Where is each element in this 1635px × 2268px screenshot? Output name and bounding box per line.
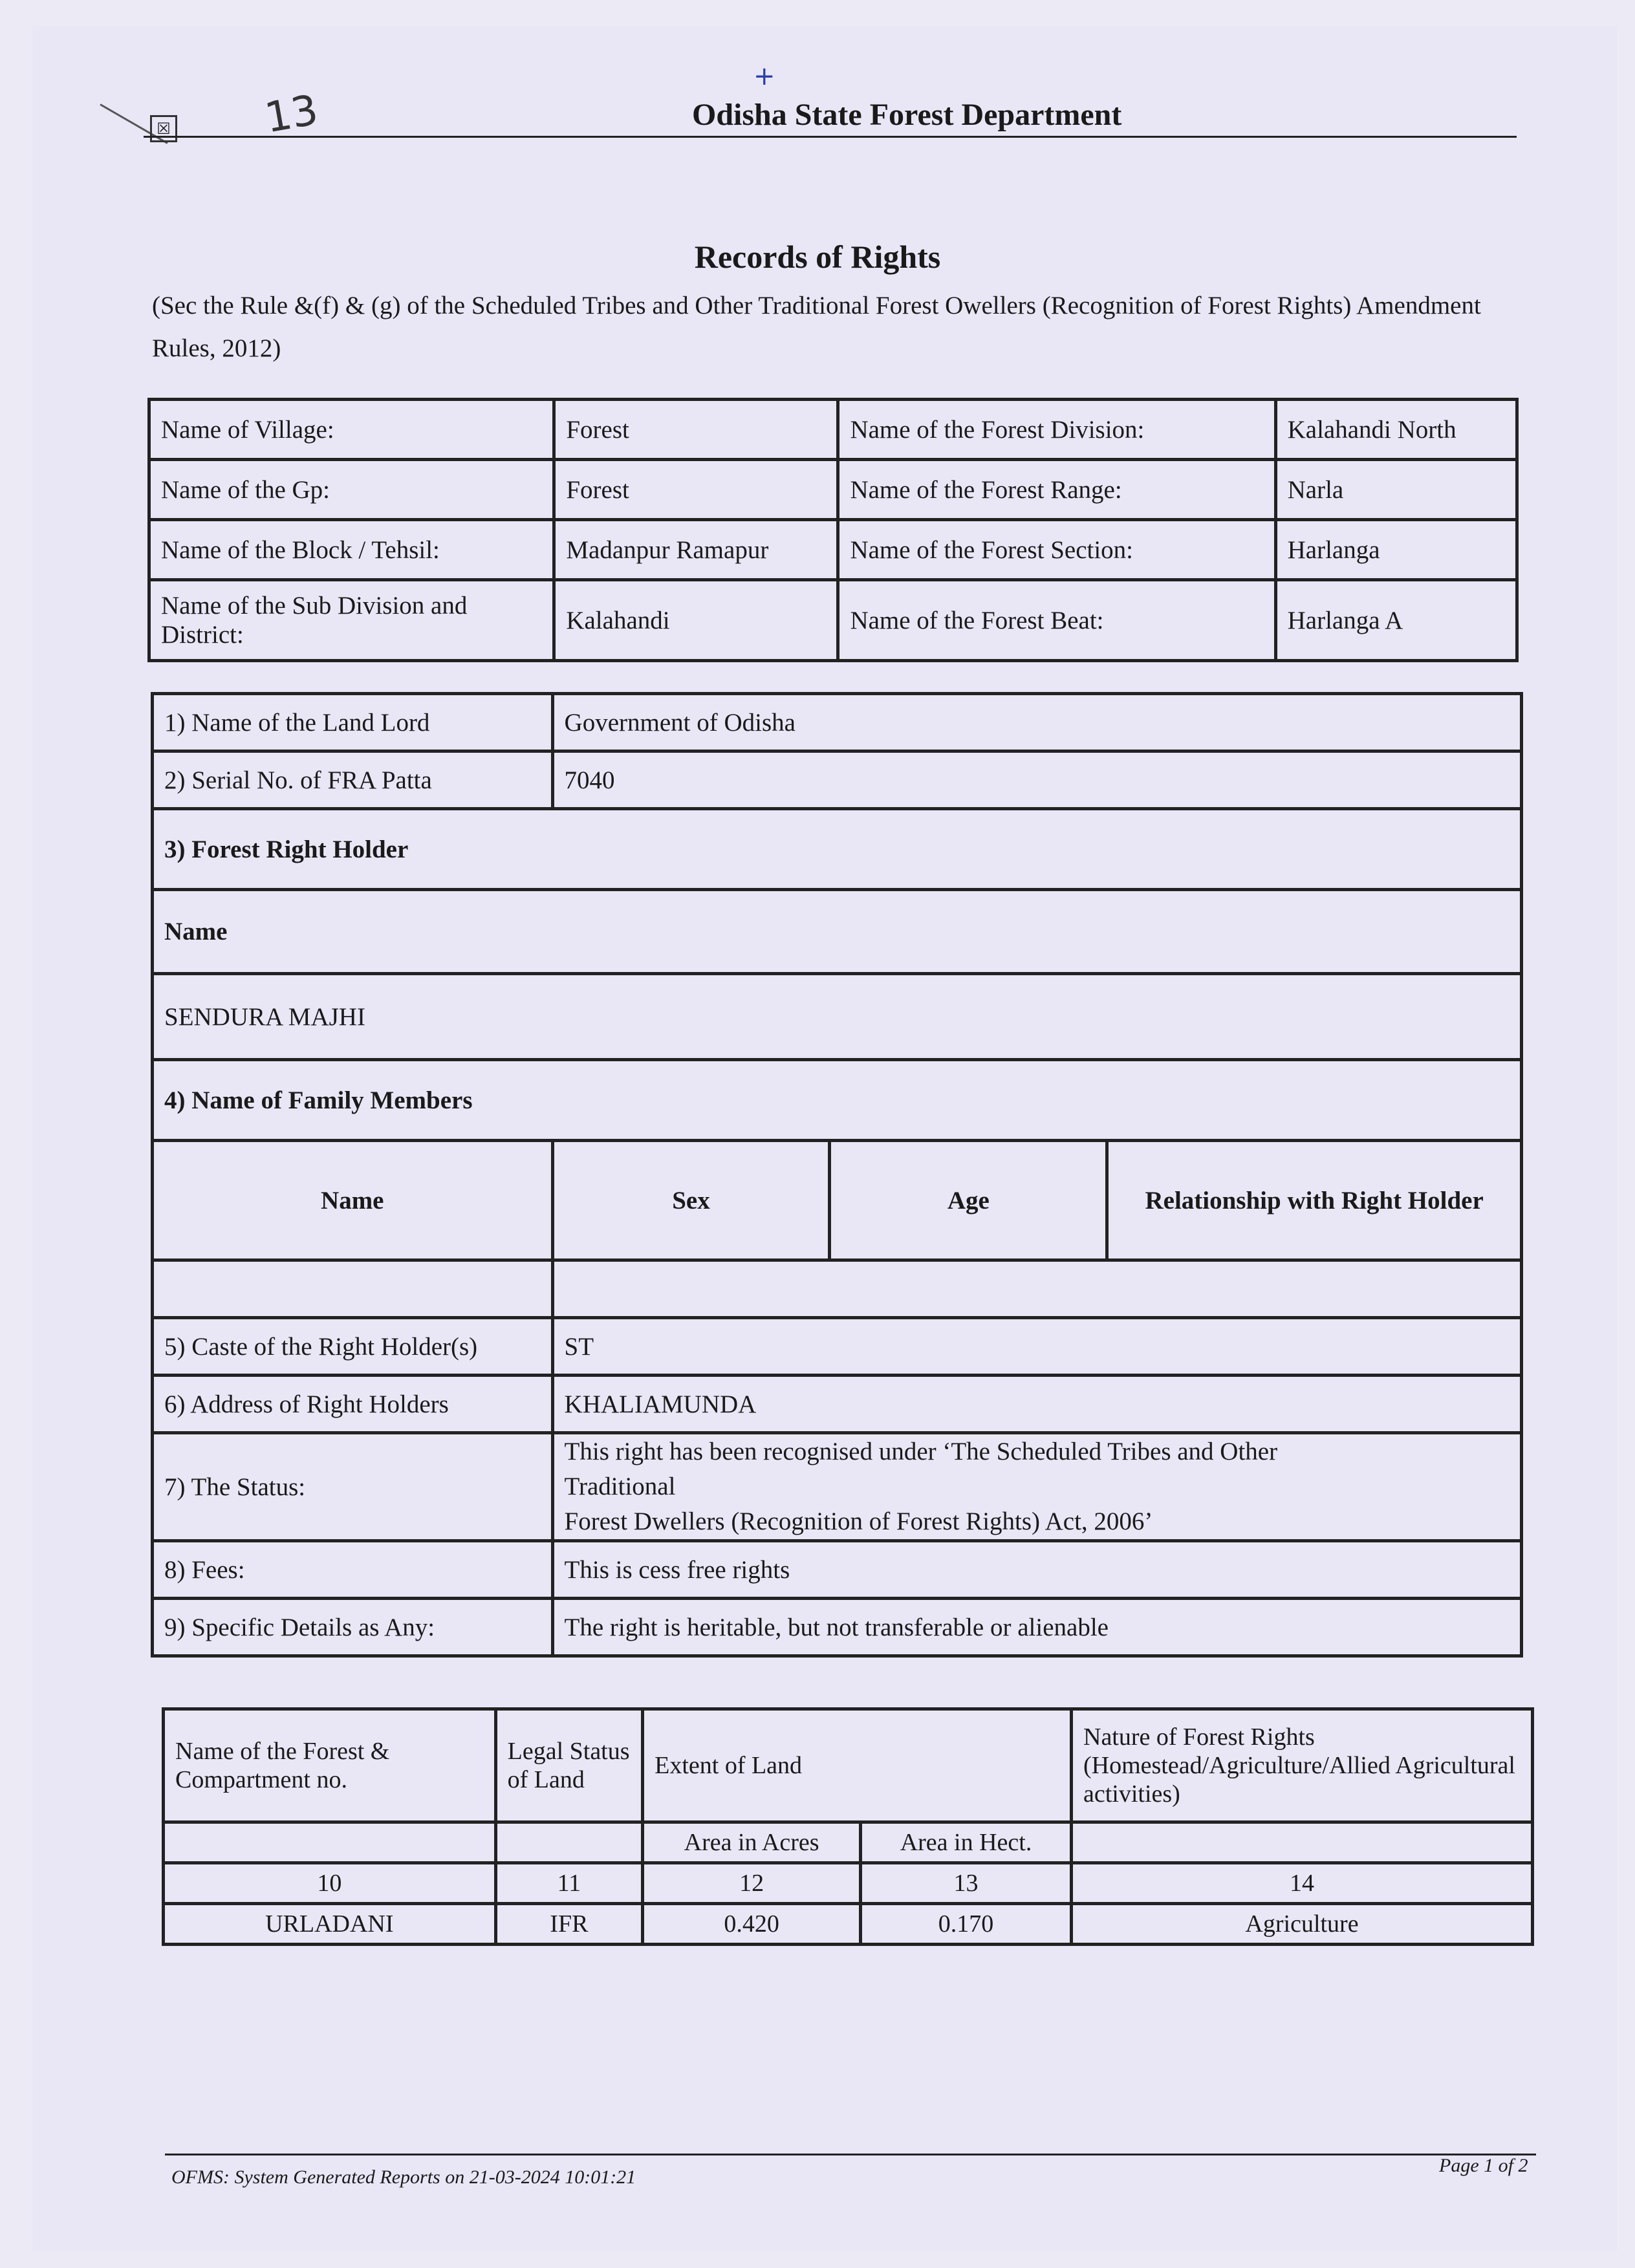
status-label: 7) The Status: [153,1433,553,1541]
table-row [164,1863,1533,1904]
fees-label: 8) Fees: [153,1541,553,1599]
area-acres: 0.420 [643,1904,861,1945]
table-row [149,520,1517,580]
family-col-age: Age [830,1141,1107,1260]
family-col-sex: Sex [552,1141,830,1260]
beat-value: Harlanga A [1275,580,1517,661]
family-empty-cell [552,1260,1521,1318]
block-value: Madanpur Ramapur [554,520,838,580]
village-label: Name of Village: [149,400,554,460]
document-title: Records of Rights [694,239,941,275]
landlord-value: Government of Odisha [552,694,1521,751]
caste-label: 5) Caste of the Right Holder(s) [153,1318,553,1376]
sub-empty [495,1822,643,1863]
table-row [153,974,1522,1060]
document-subtitle: (Sec the Rule &(f) & (g) of the Scheduled Tribes and Other Traditional Forest Owellers (Recognition of Forest Rights) Amendment Rules, 2012) [152,292,1481,362]
table-row [153,890,1522,974]
gp-value: Forest [554,460,838,520]
table-row [153,1260,1522,1318]
table-row [149,580,1517,661]
col-extent: Extent of Land [643,1709,1072,1822]
sub-empty [164,1822,496,1863]
address-value: KHALIAMUNDA [552,1376,1521,1433]
holder-name: SENDURA MAJHI [153,974,1522,1060]
village-value: Forest [554,400,838,460]
table-row [164,1822,1533,1863]
fees-value: This is cess free rights [552,1541,1521,1599]
footer-rule [165,2154,1536,2155]
block-label: Name of the Block / Tehsil: [149,520,554,580]
forest-name: URLADANI [164,1904,496,1945]
num-cell: 10 [164,1863,496,1904]
area-hect: 0.170 [861,1904,1072,1945]
address-label: 6) Address of Right Holders [153,1376,553,1433]
col-legal: Legal Status of Land [495,1709,643,1822]
family-heading: 4) Name of Family Members [153,1060,1522,1141]
footer-generated: OFMS: System Generated Reports on 21-03-2024 10:01:21 [171,2166,636,2188]
status-line: This right has been recognised under ‘The Scheduled Tribes and Other [564,1438,1278,1465]
serial-value: 7040 [552,751,1521,809]
table-row [149,460,1517,520]
table-row [153,1541,1522,1599]
gp-label: Name of the Gp: [149,460,554,520]
col-forest: Name of the Forest & Compartment no. [164,1709,496,1822]
range-label: Name of the Forest Range: [838,460,1275,520]
table-row [149,400,1517,460]
department-header: Odisha State Forest Department [692,98,1122,132]
table-row [153,1060,1522,1141]
checkbox-icon: ☒ [150,115,177,142]
rights-table [151,692,1523,1658]
table-row [153,1141,1522,1260]
section-value: Harlanga [1275,520,1517,580]
table-row [153,751,1522,809]
handwritten-mark: + [753,61,775,91]
sub-hect: Area in Hect. [861,1822,1072,1863]
handwritten-number: 13 [261,86,322,143]
table-row [153,1599,1522,1656]
landlord-label: 1) Name of the Land Lord [153,694,553,751]
col-nature: Nature of Forest Rights (Homestead/Agriculture/Allied Agricultural activities) [1072,1709,1533,1822]
table-row [164,1904,1533,1945]
header-rule [144,136,1517,138]
family-col-relationship: Relationship with Right Holder [1107,1141,1522,1260]
name-heading: Name [153,890,1522,974]
sub-empty [1072,1822,1533,1863]
nature-of-rights: Agriculture [1072,1904,1533,1945]
section-label: Name of the Forest Section: [838,520,1275,580]
division-value: Kalahandi North [1275,400,1517,460]
num-cell: 11 [495,1863,643,1904]
table-row [153,1433,1522,1541]
land-table [162,1707,1534,1946]
legal-status: IFR [495,1904,643,1945]
beat-label: Name of the Forest Beat: [838,580,1275,661]
location-table [147,398,1519,662]
table-row [164,1709,1533,1822]
num-cell: 12 [643,1863,861,1904]
serial-label: 2) Serial No. of FRA Patta [153,751,553,809]
num-cell: 13 [861,1863,1072,1904]
details-label: 9) Specific Details as Any: [153,1599,553,1656]
table-row [153,1318,1522,1376]
table-row [153,694,1522,751]
table-row [153,1376,1522,1433]
details-value: The right is heritable, but not transferable or alienable [552,1599,1521,1656]
status-value [552,1433,1521,1541]
table-row [153,809,1522,890]
sub-acres: Area in Acres [643,1822,861,1863]
family-col-name: Name [153,1141,553,1260]
num-cell: 14 [1072,1863,1533,1904]
status-line: Traditional [564,1473,676,1500]
subdivision-value: Kalahandi [554,580,838,661]
subdivision-label: Name of the Sub Division and District: [149,580,554,661]
holder-heading: 3) Forest Right Holder [153,809,1522,890]
caste-value: ST [552,1318,1521,1376]
status-line: Forest Dwellers (Recognition of Forest Rights) Act, 2006’ [564,1507,1153,1535]
range-value: Narla [1275,460,1517,520]
footer-page: Page 1 of 2 [1439,2155,1528,2176]
family-empty-cell [153,1260,553,1318]
division-label: Name of the Forest Division: [838,400,1275,460]
